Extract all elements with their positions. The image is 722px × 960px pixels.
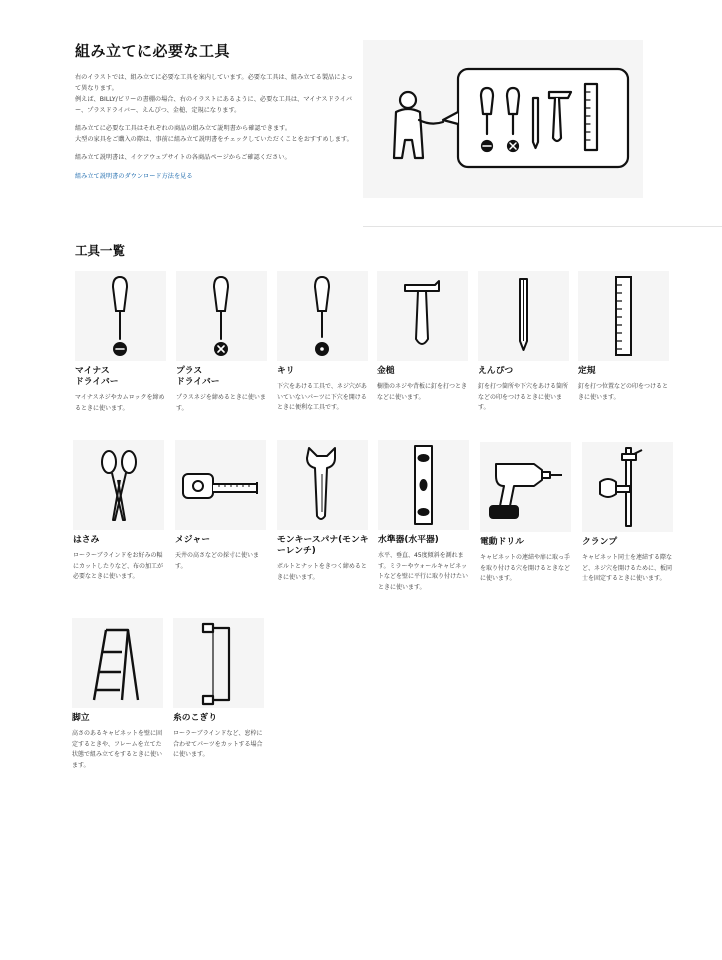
flathead-screwdriver-icon [75,271,166,361]
tool-name: キリ [277,366,295,376]
tool-card-hammer[interactable] [377,271,469,403]
phillips-screwdriver-icon [176,271,267,361]
tool-description: 樹脂のネジや背板に釘を打つときなどに使います。 [377,383,468,401]
spirit-level-icon [378,440,469,530]
section-divider [363,226,722,227]
tool-name: 金槌 [377,366,395,376]
tool-card-clamp[interactable] [582,442,674,585]
tool-card-power-drill[interactable] [480,442,572,585]
tool-description: 釘を打つ箇所や下穴をあける箇所などの印をつけるときに使います。 [478,383,569,411]
tool-name: プラス ドライバー [176,366,220,387]
hammer-icon [377,271,468,361]
hero-illustration [363,40,643,198]
tool-name: マイナス ドライバー [75,366,119,387]
awl-icon [277,271,368,361]
coping-saw-icon [173,618,264,708]
tool-name: はさみ [73,535,100,545]
pencil-icon [478,271,569,361]
tape-measure-icon [175,440,266,530]
tool-card-step-ladder[interactable] [72,618,164,771]
tool-card-scissors[interactable] [73,440,165,583]
tool-description: 下穴をあける工具で、ネジ穴があいていないパーツに下穴を開けるときに便利な工具です。 [277,383,367,411]
tool-description: ローラーブラインドをお好みの幅にカットしたりなど、布の加工が必要なときに使います。 [73,552,163,580]
intro-paragraph-1: 右のイラストでは、組み立てに必要な工具を案内しています。必要な工具は、組み立てる製品によって異なります。 [75,74,353,92]
tool-name: 糸のこぎり [173,713,217,723]
tool-card-adjustable-wrench[interactable] [277,440,369,583]
tool-description: ボルトとナットをきつく締めるときに使います。 [277,563,367,581]
intro-paragraph-5: 組み立て説明書は、イケアウェブサイトの各商品ページからご確認ください。 [75,154,291,161]
tool-card-awl[interactable] [277,271,369,414]
tool-description: 釘を打つ位置などの印をつけるときに使います。 [578,383,669,401]
tool-name: 脚立 [72,713,90,723]
tool-card-phillips-screwdriver[interactable] [176,271,268,414]
tool-name: クランプ [582,537,618,547]
tool-name: メジャー [175,535,211,545]
intro-paragraph-4: 大型の家具をご購入の際は、事前に組み立て説明書をチェックしていただくことをおすすめします。 [75,136,353,143]
tool-card-tape-measure[interactable] [175,440,267,572]
tool-name: モンキースパナ(モンキーレンチ) [277,535,369,556]
tools-section-title: 工具一覧 [75,243,126,258]
tool-description: 水平、垂直、45度傾斜を測れます。ミラーやウォールキャビネットなどを壁に平行に取り付けたいときに使います。 [378,552,469,591]
tool-name: えんぴつ [478,366,514,376]
tool-card-spirit-level[interactable] [378,440,470,593]
tool-card-pencil[interactable] [478,271,570,414]
intro-section [75,40,355,182]
tool-description: マイナスネジやカムロックを締めるときに使います。 [75,394,165,412]
tool-description: キャビネットの連結や扉に取っ手を取り付ける穴を開けるときなどに使います。 [480,554,571,582]
tool-description: 高さのあるキャビネットを壁に固定するときや、フレームを立てた状態で組み立てをするときに使います。 [72,730,163,769]
tool-name: 水準器(水平器) [378,535,439,545]
ruler-icon [578,271,669,361]
tool-name: 定規 [578,366,596,376]
page-title: 組み立てに必要な工具 [75,42,231,60]
clamp-icon [582,442,673,532]
tool-description: 天井の高さなどの採寸に使います。 [175,552,260,570]
tool-card-flathead-screwdriver[interactable] [75,271,167,414]
intro-paragraph-3: 組み立てに必要な工具はそれぞれの商品の組み立て説明書から確認できます。 [75,125,292,132]
tool-name: 電動ドリル [480,537,524,547]
step-ladder-icon [72,618,163,708]
tool-description: ローラーブラインドなど、窓枠に合わせてパーツをカットする場合に使います。 [173,730,263,758]
power-drill-icon [480,442,571,532]
intro-paragraph-2: 例えば、BILLY/ビリーの書棚の場合、右のイラストにあるように、必要な工具は、マイナスドライバー、プラスドライバー、えんぴつ、金槌、定規になります。 [75,96,353,114]
tool-card-ruler[interactable] [578,271,670,403]
adjustable-wrench-icon [277,440,368,530]
tool-card-coping-saw[interactable] [173,618,265,761]
tool-description: キャビネット同士を連結する際など、ネジ穴を開けるために、板同士を固定するときに使います。 [582,554,673,582]
download-instructions-link[interactable]: 組み立て説明書のダウンロード方法を見る [75,173,193,180]
tool-description: プラスネジを締めるときに使います。 [176,394,266,412]
scissors-icon [73,440,164,530]
